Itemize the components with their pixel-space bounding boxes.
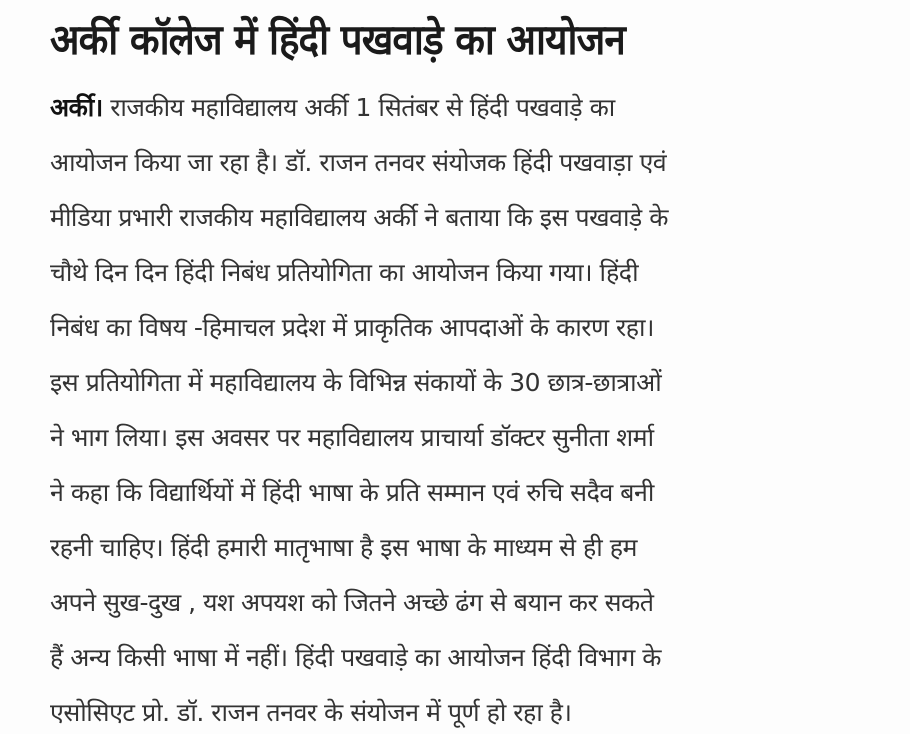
- article-line-3: मीडिया प्रभारी राजकीय महाविद्यालय अर्की ने बताया कि इस पखवाड़े के: [50, 203, 668, 232]
- article-line-5: निबंध का विषय -हिमाचल प्रदेश में प्राकृतिक आपदाओं के कारण रहा।: [50, 313, 654, 342]
- article-line-2: आयोजन किया जा रहा है। डॉ. राजन तनवर संयोजक हिंदी पखवाड़ा एवं: [50, 148, 667, 177]
- article-line-7: ने भाग लिया। इस अवसर पर महाविद्यालय प्राचार्या डॉक्टर सुनीता शर्मा: [50, 423, 654, 452]
- article-dateline: अर्की।: [50, 93, 103, 122]
- article-line-4: चौथे दिन दिन हिंदी निबंध प्रतियोगिता का आयोजन किया गया। हिंदी: [50, 258, 639, 287]
- article-headline: अर्की कॉलेज में हिंदी पखवाड़े का आयोजन: [50, 15, 625, 64]
- article-line-9: रहनी चाहिए। हिंदी हमारी मातृभाषा है इस भाषा के माध्यम से ही हम: [50, 533, 637, 562]
- article-line-10: अपने सुख-दुख , यश अपयश को जितने अच्छे ढंग से बयान कर सकते: [50, 588, 654, 617]
- article-line-1: [50, 80, 900, 135]
- article-line-8: ने कहा कि विद्यार्थियों में हिंदी भाषा के प्रति सम्मान एवं रुचि सदैव बनी: [50, 478, 654, 507]
- article-line-6: इस प्रतियोगिता में महाविद्यालय के विभिन्न संकायों के 30 छात्र-छात्राओं: [50, 368, 662, 397]
- article-body: [50, 80, 900, 734]
- article-line-11: हैं अन्य किसी भाषा में नहीं। हिंदी पखवाड़े का आयोजन हिंदी विभाग के: [50, 643, 661, 672]
- article-line-1-text: राजकीय महाविद्यालय अर्की 1 सितंबर से हिंदी पखवाड़े का: [102, 93, 615, 122]
- article-line-12: एसोसिएट प्रो. डॉ. राजन तनवर के संयोजन में पूर्ण हो रहा है।: [50, 698, 572, 727]
